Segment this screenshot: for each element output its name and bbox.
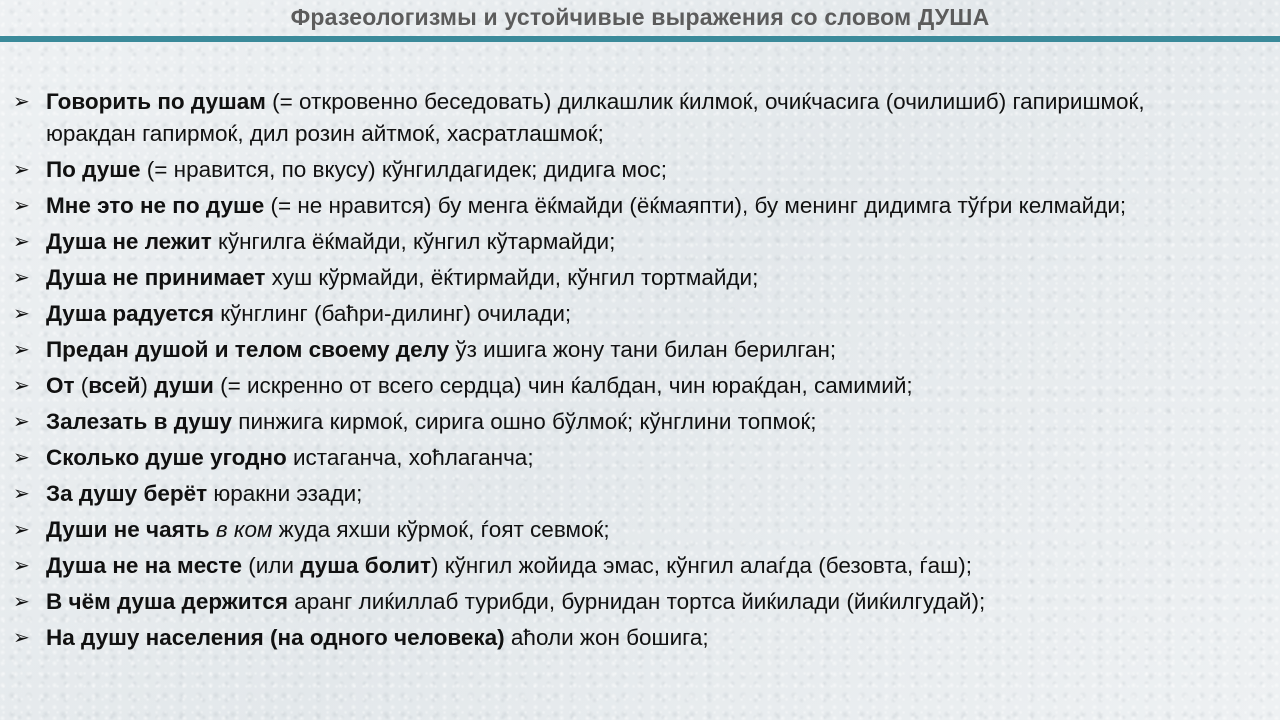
slide-title: Фразеологизмы и устойчивые выражения со словом ДУША	[290, 4, 990, 30]
phrase-term: Сколько душе угодно	[46, 445, 287, 470]
phrase-translation: (	[74, 373, 89, 398]
list-item	[0, 154, 1280, 186]
list-item	[0, 514, 1280, 546]
phrase-translation: пинжига кирмоќ, сирига ошно бўлмоќ; кўнглини топмоќ;	[232, 409, 817, 434]
phrase-translation: кўнглинг (баћри-дилинг) очилади;	[213, 301, 572, 326]
list-item	[0, 478, 1280, 510]
arrow-bullet-icon: ➢	[13, 339, 30, 361]
phrase-term: Предан душой и телом своему делу	[46, 337, 450, 362]
phrase-term: По душе	[46, 157, 141, 182]
arrow-bullet-icon: ➢	[13, 375, 30, 397]
arrow-bullet-icon: ➢	[13, 267, 30, 289]
phrase-translation: истаганча, хоћлаганча;	[286, 445, 534, 470]
phrase-term: Душа не принимает	[46, 265, 266, 290]
list-item	[0, 262, 1280, 294]
phrase-term: всей	[88, 373, 141, 398]
phrase-term: Душа не на месте	[46, 553, 242, 578]
phrase-term: За душу берёт	[46, 481, 208, 506]
arrow-bullet-icon: ➢	[13, 519, 30, 541]
phrase-term: душа болит	[300, 553, 432, 578]
phrase-translation: юракни эзади;	[207, 481, 363, 506]
list-item	[0, 298, 1280, 330]
list-item	[0, 334, 1280, 366]
title-divider	[0, 36, 1280, 42]
phrase-translation: )	[140, 373, 155, 398]
phrase-note: в ком	[215, 517, 273, 542]
arrow-bullet-icon: ➢	[13, 627, 30, 649]
phrase-translation: жуда яхши кўрмоќ, ѓоят севмоќ;	[272, 517, 610, 542]
arrow-bullet-icon: ➢	[13, 591, 30, 613]
list-item	[0, 442, 1280, 474]
list-item	[0, 86, 1280, 150]
phrase-translation: (= откровенно беседовать) дилкашлик ќилмоќ, очиќчасига (очилишиб) гапиришмоќ, юракдан гапирмоќ, дил розин айтмоќ, хасратлашмоќ;	[46, 89, 1145, 146]
list-item	[0, 406, 1280, 438]
list-item	[0, 370, 1280, 402]
list-item	[0, 226, 1280, 258]
arrow-bullet-icon: ➢	[13, 483, 30, 505]
list-item	[0, 586, 1280, 618]
phrase-translation: аранг лиќиллаб турибди, бурнидан тортса йиќилади (йиќилгудай);	[287, 589, 986, 614]
phrase-list	[0, 86, 1280, 658]
arrow-bullet-icon: ➢	[13, 303, 30, 325]
phrase-term: Душа радуется	[46, 301, 214, 326]
phrase-term: В чём душа держится	[46, 589, 288, 614]
phrase-translation: аћоли жон бошига;	[504, 625, 709, 650]
phrase-translation: (= нравится, по вкусу) кўнгилдагидек; дидига мос;	[140, 157, 668, 182]
phrase-term: Мне это не по душе	[46, 193, 265, 218]
phrase-term: Говорить по душам	[46, 89, 266, 114]
phrase-term: Душа не лежит	[46, 229, 212, 254]
phrase-translation: ўз ишига жону тани билан берилган;	[449, 337, 837, 362]
phrase-translation: (= искренно от всего сердца) чин ќалбдан, чин юраќдан, самимий;	[213, 373, 913, 398]
phrase-translation: кўнгилга ёќмайди, кўнгил кўтармайди;	[211, 229, 616, 254]
phrase-translation: (= не нравится) бу менга ёќмайди (ёќмаяпти), бу менинг дидимга тўѓри келмайди;	[264, 193, 1127, 218]
arrow-bullet-icon: ➢	[13, 555, 30, 577]
phrase-term: От	[46, 373, 75, 398]
list-item	[0, 622, 1280, 654]
arrow-bullet-icon: ➢	[13, 231, 30, 253]
arrow-bullet-icon: ➢	[13, 195, 30, 217]
arrow-bullet-icon: ➢	[13, 91, 30, 113]
phrase-translation: (или	[241, 553, 301, 578]
arrow-bullet-icon: ➢	[13, 411, 30, 433]
list-item	[0, 550, 1280, 582]
phrase-translation: ) кўнгил жойида эмас, кўнгил алаѓда (безовта, ѓаш);	[431, 553, 972, 578]
phrase-term: души	[154, 373, 214, 398]
list-item	[0, 190, 1280, 222]
phrase-term: Души не чаять	[46, 517, 210, 542]
phrase-term: Залезать в душу	[46, 409, 233, 434]
arrow-bullet-icon: ➢	[13, 159, 30, 181]
arrow-bullet-icon: ➢	[13, 447, 30, 469]
phrase-term: На душу населения (на одного человека)	[46, 625, 505, 650]
phrase-translation: хуш кўрмайди, ёќтирмайди, кўнгил тортмайди;	[265, 265, 759, 290]
